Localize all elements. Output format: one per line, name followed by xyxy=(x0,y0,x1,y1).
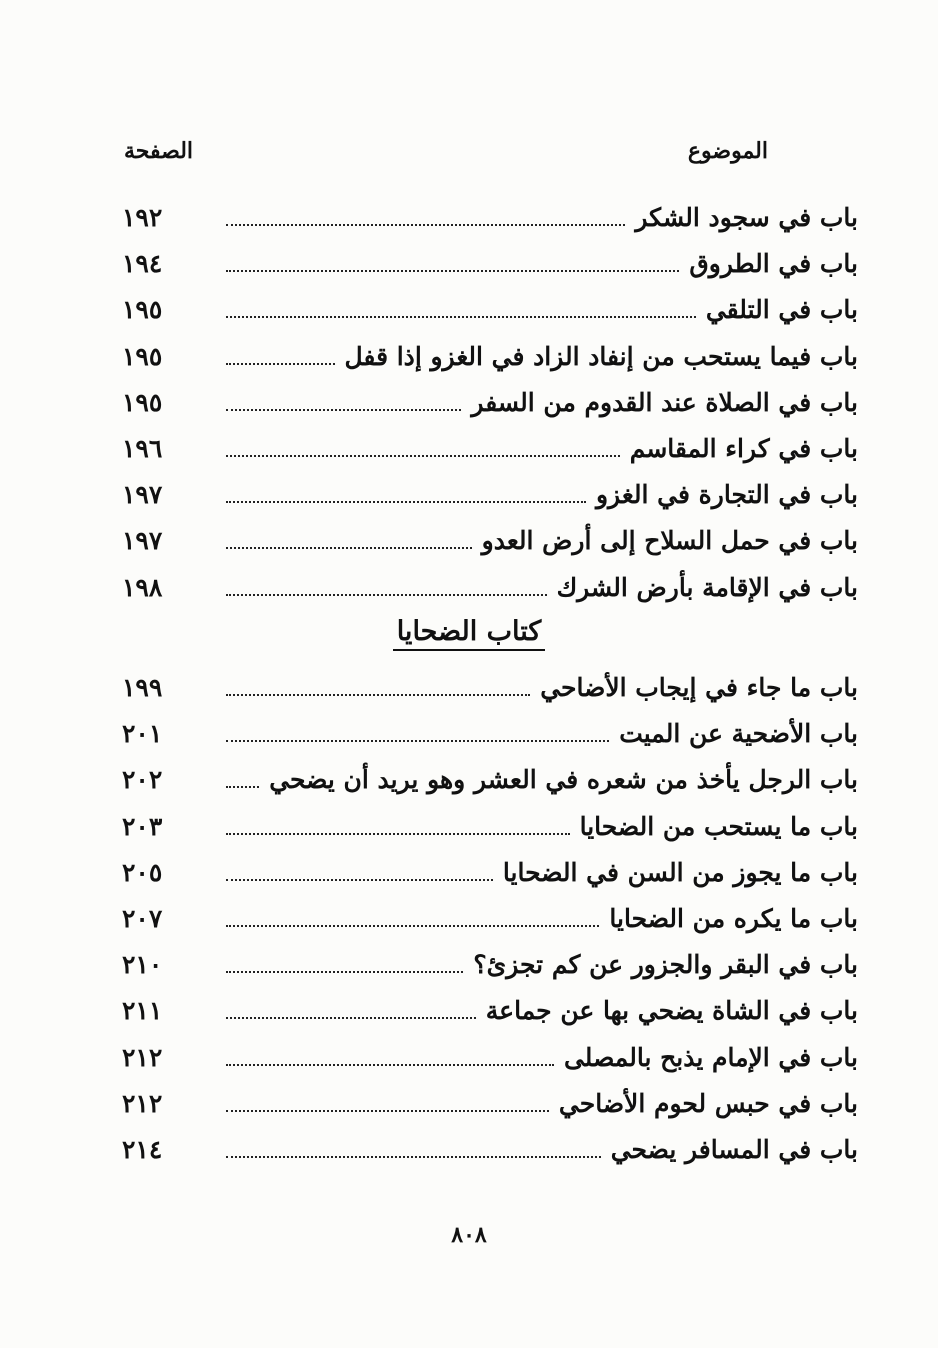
toc-entry xyxy=(122,1127,858,1173)
dot-leader xyxy=(226,971,463,973)
section-heading-text: كتاب الضحايا xyxy=(393,616,546,651)
toc-entry-page: ١٩٧ xyxy=(122,480,163,510)
dot-leader xyxy=(226,409,461,411)
section-heading xyxy=(0,609,938,655)
toc-entry-page: ١٩٥ xyxy=(122,387,163,417)
toc-entry xyxy=(122,380,858,426)
dot-leader xyxy=(226,833,570,835)
toc-entry-title: باب في الإقامة بأرض الشرك xyxy=(556,572,858,602)
toc-entry xyxy=(122,195,858,241)
toc-entry xyxy=(122,665,858,711)
toc-entry-page: ٢٠٢ xyxy=(122,765,163,795)
dot-leader xyxy=(226,1110,549,1112)
toc-entry-page: ١٩٥ xyxy=(122,341,163,371)
toc-entry xyxy=(122,472,858,518)
dot-leader xyxy=(226,224,625,226)
toc-entry xyxy=(122,1035,858,1081)
toc-entry xyxy=(122,565,858,611)
toc-entry xyxy=(122,942,858,988)
toc-entry xyxy=(122,804,858,850)
dot-leader xyxy=(226,786,259,788)
toc-entry-title: باب ما يكره من الضحايا xyxy=(609,903,858,933)
dot-leader xyxy=(226,270,679,272)
dot-leader xyxy=(226,740,609,742)
toc-entry-title: باب في الصلاة عند القدوم من السفر xyxy=(471,387,858,417)
topic-column-header: الموضوع xyxy=(687,138,768,164)
dot-leader xyxy=(226,1017,476,1019)
toc-entry-title: باب ما يجوز من السن في الضحايا xyxy=(502,857,858,887)
toc-entry-title: باب فيما يستحب من إنفاد الزاد في الغزو إذا قفل xyxy=(344,341,858,371)
toc-entry-title: باب الأضحية عن الميت xyxy=(619,719,858,749)
dot-leader xyxy=(226,879,493,881)
dot-leader xyxy=(226,316,696,318)
toc-entry-page: ١٩٤ xyxy=(122,249,163,279)
toc-entry-title: باب في المسافر يضحي xyxy=(610,1134,858,1164)
toc-entry xyxy=(122,426,858,472)
dot-leader xyxy=(226,501,586,503)
toc-entry-page: ١٩٦ xyxy=(122,433,163,463)
toc-entry-page: ٢١٢ xyxy=(122,1042,163,1072)
toc-entry xyxy=(122,850,858,896)
toc-list-after-section xyxy=(122,665,858,1173)
toc-entry-page: ٢٠٧ xyxy=(122,903,163,933)
toc-entry-title: باب في البقر والجزور عن كم تجزئ؟ xyxy=(473,950,858,980)
toc-entry-page: ١٩٩ xyxy=(122,673,163,702)
toc-entry xyxy=(122,1081,858,1127)
dot-leader xyxy=(226,547,472,549)
dot-leader xyxy=(226,1156,601,1158)
toc-list-before-section xyxy=(122,195,858,611)
dot-leader xyxy=(226,694,530,696)
page-column-header: الصفحة xyxy=(124,138,194,164)
toc-entry xyxy=(122,988,858,1034)
toc-entry-title: باب في كراء المقاسم xyxy=(629,433,858,463)
toc-entry-title: باب الرجل يأخذ من شعره في العشر وهو يريد أن يضحي xyxy=(269,765,858,795)
toc-entry-title: باب في حبس لحوم الأضاحي xyxy=(558,1088,858,1118)
toc-entry-page: ٢١٤ xyxy=(122,1134,163,1164)
toc-entry-page: ٢٠٣ xyxy=(122,811,163,841)
toc-entry-title: باب في الشاة يضحي بها عن جماعة xyxy=(485,996,858,1026)
toc-entry-title: باب ما يستحب من الضحايا xyxy=(579,811,858,841)
toc-entry xyxy=(122,287,858,333)
toc-entry-title: باب في الطروق xyxy=(689,249,858,279)
toc-entry-title: باب في التجارة في الغزو xyxy=(595,480,858,510)
dot-leader xyxy=(226,455,620,457)
toc-entry-page: ٢١٢ xyxy=(122,1088,163,1118)
toc-entry-page: ٢١٠ xyxy=(122,950,163,980)
toc-entry-title: باب ما جاء في إيجاب الأضاحي xyxy=(540,673,858,702)
toc-entry xyxy=(122,896,858,942)
toc-entry-title: باب في حمل السلاح إلى أرض العدو xyxy=(481,526,858,556)
toc-entry-title: باب في سجود الشكر xyxy=(635,203,858,232)
toc-entry-page: ٢٠١ xyxy=(122,719,163,749)
toc-entry xyxy=(122,518,858,564)
dot-leader xyxy=(226,363,335,365)
toc-entry-page: ٢٠٥ xyxy=(122,857,163,887)
dot-leader xyxy=(226,925,599,927)
toc-entry-page: ١٩٢ xyxy=(122,203,163,232)
page-number: ٨٠٨ xyxy=(451,1222,487,1248)
toc-entry-title: باب في التلقي xyxy=(705,295,858,325)
toc-entry-page: ١٩٥ xyxy=(122,295,163,325)
toc-entry-page: ١٩٧ xyxy=(122,526,163,556)
toc-entry xyxy=(122,711,858,757)
toc-entry-page: ١٩٨ xyxy=(122,572,163,602)
toc-entry xyxy=(122,241,858,287)
dot-leader xyxy=(226,594,547,596)
toc-entry-page: ٢١١ xyxy=(122,996,163,1026)
toc-entry xyxy=(122,334,858,380)
toc-entry-title: باب في الإمام يذبح بالمصلى xyxy=(563,1042,858,1072)
dot-leader xyxy=(226,1064,554,1066)
toc-entry xyxy=(122,757,858,803)
